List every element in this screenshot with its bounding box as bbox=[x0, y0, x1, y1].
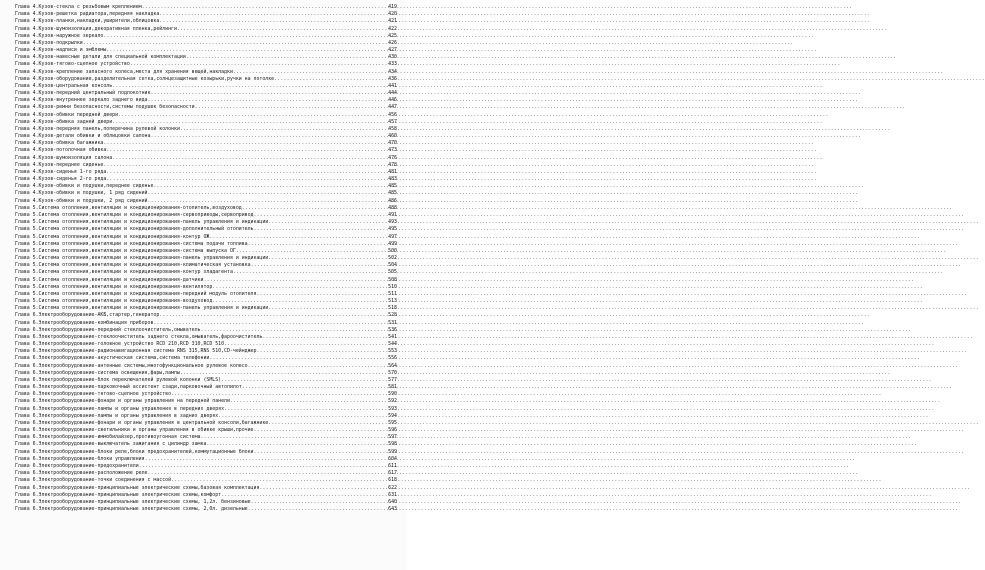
toc-entry bbox=[15, 298, 397, 305]
toc-entry-title: Глава 5.Система отопления,вентиляции и кондиционирования-панель управления и индикации bbox=[15, 305, 269, 312]
toc-entry bbox=[15, 18, 397, 25]
dot-leader bbox=[242, 205, 384, 212]
toc-entry bbox=[15, 83, 397, 90]
dot-leader bbox=[248, 506, 384, 513]
toc-entry bbox=[15, 33, 397, 40]
toc-entry-page: 581 bbox=[388, 384, 397, 391]
dot-leader bbox=[268, 255, 384, 262]
dot-leader bbox=[206, 441, 384, 448]
toc-entry-title: Глава 4.Кузов-тягово-сцепное устройство bbox=[15, 61, 130, 68]
dot-leader bbox=[254, 449, 385, 456]
dot-leader bbox=[148, 198, 385, 205]
toc-entry-title: Глава 4.Кузов-крепление запасного колеса,места для хранения вещей,накладки bbox=[15, 68, 233, 75]
toc-entry-page: 592 bbox=[388, 398, 397, 405]
toc-entry-title: Глава 6.Электрооборудование-блоки управления bbox=[15, 455, 145, 462]
toc-entry-title: Глава 6.Электрооборудование-выключатель зажигания с цилиндр замка bbox=[15, 441, 207, 448]
toc-entry-page: 536 bbox=[388, 326, 397, 333]
toc-entry bbox=[15, 40, 397, 47]
toc-entry bbox=[15, 320, 397, 327]
toc-entry-title: Глава 6.Электрооборудование-принципиальные электрические схемы, 2,0л. дизельные bbox=[15, 506, 248, 513]
dot-leader bbox=[142, 4, 384, 11]
dot-leader bbox=[218, 413, 384, 420]
toc-entry bbox=[15, 26, 397, 33]
toc-entry-page: 564 bbox=[388, 362, 397, 369]
toc-entry-title: Глава 4.Кузов-обивка задней двери bbox=[15, 118, 113, 125]
toc-entry-title: Глава 6.Электрооборудование-иммобилайзер,противоугонная система bbox=[15, 434, 201, 441]
toc-entry-page: 444 bbox=[388, 90, 397, 97]
toc-entry-page: 518 bbox=[388, 305, 397, 312]
dot-leader bbox=[224, 406, 384, 413]
toc-entry-page: 436 bbox=[388, 75, 397, 82]
toc-entry-page: 481 bbox=[388, 168, 397, 175]
toc-entry-page: 631 bbox=[388, 491, 397, 498]
dot-leader bbox=[254, 427, 385, 434]
dot-leader bbox=[106, 47, 384, 54]
toc-entry-title: Глава 6.Электрооборудование-предохранители bbox=[15, 463, 139, 469]
toc-entry-title: Глава 6.Электрооборудование-комбинация приборов bbox=[15, 319, 154, 326]
toc-entry bbox=[15, 76, 397, 83]
dot-leader bbox=[148, 470, 385, 477]
toc-entry-page: 421 bbox=[388, 18, 397, 25]
toc-entry bbox=[15, 190, 397, 197]
toc-entry-page: 528 bbox=[388, 312, 397, 319]
toc-entry-title: Глава 6.Электрооборудование-лампы и органы управления в задних дверях bbox=[15, 412, 219, 419]
toc-entry-page: 597 bbox=[388, 434, 397, 441]
toc-entry bbox=[15, 69, 397, 76]
toc-entry-page: 570 bbox=[388, 369, 397, 376]
toc-entry-title: Глава 4.Кузов-сиденья 1-го ряда bbox=[15, 168, 107, 175]
dot-leader bbox=[130, 61, 384, 68]
toc-entry-title: Глава 4.Кузов-ремни безопасности,системы подушек безопасности bbox=[15, 104, 195, 111]
toc-entry-title: Глава 4.Кузов-обивка багажника bbox=[15, 140, 104, 147]
toc-entry-title: Глава 5.Система отопления,вентиляции и кондиционирования-передний модуль отопителя bbox=[15, 290, 257, 297]
toc-entry-title: Глава 4.Кузов-шумоизоляция салона bbox=[15, 154, 113, 161]
toc-entry-page: 643 bbox=[388, 506, 397, 513]
toc-entry-page: 531 bbox=[388, 319, 397, 326]
dot-leader bbox=[112, 83, 384, 90]
toc-entry-page: 447 bbox=[388, 104, 397, 111]
toc-entry-title: Глава 6.Электрооборудование-стеклоочиститель заднего стекла,омыватель,фароочиститель bbox=[15, 333, 263, 340]
toc-entry-title: Глава 5.Система отопления,вентиляции и кондиционирования-панель управления и индикации bbox=[15, 219, 269, 226]
toc-entry-page: 599 bbox=[388, 448, 397, 455]
toc-entry-page: 473 bbox=[388, 147, 397, 154]
toc-entry-page: 427 bbox=[388, 47, 397, 54]
toc-entry bbox=[15, 456, 397, 463]
toc-entry-title: Глава 4.Кузов-наружное зеркало bbox=[15, 32, 104, 39]
toc-entry bbox=[15, 485, 397, 492]
dot-leader bbox=[248, 363, 384, 370]
dot-leader bbox=[203, 277, 384, 284]
toc-entry-page: 590 bbox=[388, 391, 397, 398]
toc-entry-title: Глава 4.Кузов-передний центральный подлокотник bbox=[15, 90, 151, 97]
toc-entry-page: 446 bbox=[388, 97, 397, 104]
toc-entry-title: Глава 4.Кузов-оборудование,разделительная сетка,солнцезащитные козырьки,ручки на потолке bbox=[15, 75, 275, 82]
toc-entry bbox=[15, 241, 397, 248]
toc-entry-title: Глава 5.Система отопления,вентиляции и кондиционирования-климатическая установка bbox=[15, 262, 251, 269]
toc-entry-title: Глава 4.Кузов-решетка радиатора,передняя накладка bbox=[15, 11, 160, 18]
toc-entry-page: 640 bbox=[388, 498, 397, 505]
dot-leader bbox=[106, 169, 384, 176]
toc-entry-page: 485 bbox=[388, 190, 397, 197]
toc-entry-title: Глава 4.Кузов-внутреннее зеркало заднего вида bbox=[15, 97, 148, 104]
dot-leader bbox=[150, 90, 384, 97]
toc-entry-title: Глава 6.Электрооборудование-передний стеклоочиститель,омыватель bbox=[15, 326, 201, 333]
dot-leader bbox=[242, 384, 384, 391]
dot-leader bbox=[233, 269, 384, 276]
toc-entry-title: Глава 4.Кузов-обивки и подушки,переднее сиденье bbox=[15, 183, 154, 190]
toc-entry bbox=[15, 112, 397, 119]
toc-entry-title: Глава 5.Система отопления,вентиляции и кондиционирования-дополнительный отопитель bbox=[15, 226, 254, 233]
dot-leader bbox=[230, 398, 384, 405]
toc-entry-page: 478 bbox=[388, 161, 397, 168]
toc-entry-title: Глава 4.Кузов-навесные детали для специальной комплектации bbox=[15, 54, 186, 61]
toc-entry-title: Глава 4.Кузов-планки,накладки,уширители,облицовка bbox=[15, 18, 160, 25]
dot-leader bbox=[150, 133, 384, 140]
toc-entry-title: Глава 5.Система отопления,вентиляции и кондиционирования-система выпуска ОГ bbox=[15, 247, 236, 254]
toc-entry bbox=[15, 506, 397, 513]
toc-entry-page: 513 bbox=[388, 298, 397, 305]
toc-entry bbox=[15, 205, 397, 212]
toc-entry-page: 622 bbox=[388, 484, 397, 491]
toc-entry-title: Глава 6.Электрооборудование-парковочный ассистент сзади,парковочный автопилот bbox=[15, 384, 242, 391]
dot-leader bbox=[159, 312, 384, 319]
toc-entry bbox=[15, 449, 397, 456]
toc-entry-page: 502 bbox=[388, 255, 397, 262]
dot-leader bbox=[251, 499, 384, 506]
toc-entry-title: Глава 4.Кузов-шумоизоляция,декоративная пленка,рейлинги bbox=[15, 25, 177, 32]
dot-leader bbox=[212, 298, 384, 305]
toc-entry-page: 511 bbox=[388, 290, 397, 297]
toc-entry-page: 456 bbox=[388, 111, 397, 118]
toc-entry-page: 441 bbox=[388, 82, 397, 89]
document-page bbox=[0, 0, 406, 570]
toc-entry-page: 434 bbox=[388, 68, 397, 75]
toc-entry-title: Глава 6.Электрооборудование-система освещения,фары,лампы bbox=[15, 369, 180, 376]
toc-entry-title: Глава 4.Кузов-переднее сиденье bbox=[15, 161, 104, 168]
toc-entry bbox=[15, 312, 397, 319]
toc-entry bbox=[15, 198, 397, 205]
toc-entry bbox=[15, 104, 397, 111]
toc-entry bbox=[15, 155, 397, 162]
toc-entry-page: 541 bbox=[388, 333, 397, 340]
toc-entry bbox=[15, 4, 397, 11]
dot-leader bbox=[112, 155, 384, 162]
toc-entry-title: Глава 6.Электрооборудование-тягово-сцепное устройство bbox=[15, 391, 172, 398]
toc-entry-page: 617 bbox=[388, 470, 397, 477]
toc-entry bbox=[15, 334, 397, 341]
toc-entry-title: Глава 6.Электрооборудование-принципиальные электрические схемы,комфорт bbox=[15, 491, 222, 498]
toc-entry-title: Глава 5.Система отопления,вентиляции и кондиционирования-панель управления и индикации bbox=[15, 255, 269, 262]
toc-entry-title: Глава 4.Кузов-обивки и подушки, 2 ряд сидений bbox=[15, 197, 148, 204]
toc-entry-page: 486 bbox=[388, 197, 397, 204]
dot-leader bbox=[248, 241, 384, 248]
toc-entry-page: 425 bbox=[388, 32, 397, 39]
dot-leader bbox=[236, 248, 384, 255]
toc-entry-title: Глава 4.Кузов-передняя панель,поперечина рулевой колонки bbox=[15, 125, 180, 132]
dot-leader bbox=[251, 262, 384, 269]
toc-entry-page: 500 bbox=[388, 247, 397, 254]
toc-entry-title: Глава 4.Кузов-обивки и подушки, 1 ряд сидений bbox=[15, 190, 148, 197]
toc-entry-title: Глава 4.Кузов-центральная консоль bbox=[15, 82, 113, 89]
toc-entry bbox=[15, 291, 397, 298]
toc-entry-page: 457 bbox=[388, 118, 397, 125]
toc-entry-page: 508 bbox=[388, 276, 397, 283]
toc-entry bbox=[15, 413, 397, 420]
table-of-contents bbox=[15, 4, 397, 513]
toc-entry bbox=[15, 212, 397, 219]
toc-entry-title: Глава 6.Электрооборудование-блок переключателей рулевой колонки (SMLS) bbox=[15, 376, 222, 383]
toc-entry-page: 595 bbox=[388, 419, 397, 426]
toc-entry-title: Глава 6.Электрооборудование-светильники и органы управления в обивке крыши,прочие bbox=[15, 427, 254, 434]
toc-entry bbox=[15, 262, 397, 269]
toc-entry-title: Глава 5.Система отопления,вентиляции и кондиционирования-система подачи топлива bbox=[15, 240, 248, 247]
dot-leader bbox=[221, 492, 384, 499]
toc-entry-page: 476 bbox=[388, 154, 397, 161]
dot-leader bbox=[201, 434, 385, 441]
toc-entry-title: Глава 6.Электрооборудование-антенные системы,многофункциональное рулевое колесо bbox=[15, 362, 248, 369]
dot-leader bbox=[153, 183, 384, 190]
toc-entry-page: 493 bbox=[388, 219, 397, 226]
toc-entry-title: Глава 4.Кузов-сиденья 2-го ряда bbox=[15, 176, 107, 183]
dot-leader bbox=[180, 370, 384, 377]
toc-entry-title: Глава 5.Система отопления,вентиляции и кондиционирования-датчики bbox=[15, 276, 204, 283]
toc-entry-page: 594 bbox=[388, 412, 397, 419]
toc-entry bbox=[15, 499, 397, 506]
toc-entry bbox=[15, 61, 397, 68]
toc-entry-page: 596 bbox=[388, 427, 397, 434]
dot-leader bbox=[103, 162, 384, 169]
toc-entry-page: 430 bbox=[388, 54, 397, 61]
dot-leader bbox=[159, 18, 384, 25]
toc-entry bbox=[15, 277, 397, 284]
toc-entry-page: 593 bbox=[388, 405, 397, 412]
toc-entry-page: 598 bbox=[388, 441, 397, 448]
toc-entry-page: 505 bbox=[388, 269, 397, 276]
dot-leader bbox=[153, 320, 384, 327]
dot-leader bbox=[103, 33, 384, 40]
toc-entry-title: Глава 5.Система отопления,вентиляции и кондиционирования-воздуховод bbox=[15, 298, 213, 305]
toc-entry bbox=[15, 248, 397, 255]
dot-leader bbox=[233, 69, 384, 76]
toc-entry-title: Глава 5.Система отопления,вентиляции и кондиционирования-вентилятор bbox=[15, 283, 213, 290]
toc-entry-title: Глава 6.Электрооборудование-фонари и органы управления на передней панели bbox=[15, 398, 230, 405]
toc-entry-title: Глава 4.Кузов-подкрылки bbox=[15, 39, 83, 46]
dot-leader bbox=[254, 212, 385, 219]
dot-leader bbox=[171, 477, 384, 484]
toc-entry bbox=[15, 284, 397, 291]
toc-entry-title: Глава 6.Электрооборудование-лампы и органы управления в передних дверях bbox=[15, 405, 225, 412]
dot-leader bbox=[274, 76, 384, 83]
dot-leader bbox=[106, 147, 384, 154]
toc-entry bbox=[15, 219, 397, 226]
toc-entry bbox=[15, 363, 397, 370]
toc-entry-title: Глава 6.Электрооборудование-точки соединения с массой bbox=[15, 477, 172, 484]
dot-leader bbox=[195, 104, 384, 111]
toc-entry bbox=[15, 147, 397, 154]
toc-entry-page: 458 bbox=[388, 125, 397, 132]
dot-leader bbox=[256, 291, 384, 298]
dot-leader bbox=[139, 463, 384, 470]
toc-entry-page: 504 bbox=[388, 262, 397, 269]
toc-entry-page: 485 bbox=[388, 183, 397, 190]
dot-leader bbox=[145, 456, 384, 463]
toc-entry-page: 426 bbox=[388, 39, 397, 46]
toc-entry bbox=[15, 90, 397, 97]
toc-entry-title: Глава 6.Электрооборудование-радионавигационная система RNS 315,RNS 510,CD-чейнджер bbox=[15, 348, 257, 355]
toc-entry-title: Глава 4.Кузов-детали обивки и облицовки салона bbox=[15, 133, 151, 140]
toc-entry bbox=[15, 255, 397, 262]
toc-entry bbox=[15, 169, 397, 176]
toc-entry-page: 470 bbox=[388, 140, 397, 147]
dot-leader bbox=[148, 190, 385, 197]
dot-leader bbox=[259, 485, 384, 492]
dot-leader bbox=[159, 11, 384, 18]
toc-entry-title: Глава 5.Система отопления,вентиляции и кондиционирования-контур хладагента bbox=[15, 269, 233, 276]
toc-entry-page: 460 bbox=[388, 133, 397, 140]
dot-leader bbox=[268, 305, 384, 312]
toc-entry bbox=[15, 492, 397, 499]
toc-entry-page: 497 bbox=[388, 233, 397, 240]
dot-leader bbox=[212, 284, 384, 291]
dot-leader bbox=[177, 26, 384, 33]
toc-entry bbox=[15, 226, 397, 233]
toc-entry bbox=[15, 162, 397, 169]
toc-entry-title: Глава 5.Система отопления,вентиляции и кондиционирования-сервоприводы,сервопривод bbox=[15, 211, 254, 218]
toc-entry-title: Глава 4.Кузов-надписи и эмблемы bbox=[15, 47, 107, 54]
toc-entry-title: Глава 6.Электрооборудование-АКБ,стартер,генератор bbox=[15, 312, 160, 319]
toc-entry-title: Глава 6.Электрооборудование-блоки реле,блоки предохранителей,коммутационные блоки bbox=[15, 448, 254, 455]
toc-entry-page: 604 bbox=[388, 455, 397, 462]
toc-entry bbox=[15, 398, 397, 405]
dot-leader bbox=[256, 348, 384, 355]
dot-leader bbox=[112, 119, 384, 126]
toc-entry bbox=[15, 370, 397, 377]
toc-entry bbox=[15, 47, 397, 54]
dot-leader bbox=[103, 140, 384, 147]
toc-entry-page: 544 bbox=[388, 341, 397, 348]
toc-entry-page: 422 bbox=[388, 25, 397, 32]
toc-entry-page: 433 bbox=[388, 61, 397, 68]
toc-entry-title: Глава 6.Электрооборудование-головное устройство RCD 210,RCD 310,RCD 510 bbox=[15, 341, 225, 348]
toc-entry-page: 491 bbox=[388, 211, 397, 218]
dot-leader bbox=[254, 226, 385, 233]
dot-leader bbox=[118, 112, 384, 119]
toc-entry-page: 618 bbox=[388, 477, 397, 484]
toc-entry-page: 483 bbox=[388, 176, 397, 183]
dot-leader bbox=[186, 54, 384, 61]
toc-entry-page: 419 bbox=[388, 4, 397, 10]
dot-leader bbox=[262, 334, 384, 341]
toc-entry-page: 577 bbox=[388, 376, 397, 383]
toc-entry-page: 488 bbox=[388, 204, 397, 211]
toc-entry bbox=[15, 327, 397, 334]
toc-entry-page: 420 bbox=[388, 11, 397, 18]
toc-entry bbox=[15, 54, 397, 61]
dot-leader bbox=[268, 420, 384, 427]
dot-leader bbox=[83, 40, 384, 47]
toc-entry-page: 553 bbox=[388, 348, 397, 355]
toc-entry-page: 611 bbox=[388, 463, 397, 469]
toc-entry-title: Глава 6.Электрооборудование-принципиальные электрические схемы,базовая комплектация bbox=[15, 484, 260, 491]
toc-entry-title: Глава 6.Электрооборудование-фонари и органы управления в центральной консоли,багажнике bbox=[15, 419, 269, 426]
toc-entry bbox=[15, 119, 397, 126]
toc-entry bbox=[15, 269, 397, 276]
toc-entry-page: 556 bbox=[388, 355, 397, 362]
toc-entry bbox=[15, 477, 397, 484]
toc-entry-page: 510 bbox=[388, 283, 397, 290]
toc-entry-title: Глава 6.Электрооборудование-принципиальные электрические схемы, 1,2л. бензиновые bbox=[15, 498, 251, 505]
dot-leader bbox=[180, 126, 384, 133]
toc-entry-title: Глава 4.Кузов-обивки передней двери bbox=[15, 111, 119, 118]
toc-entry-title: Глава 5.Система отопления,вентиляции и кондиционирования-контур ОЖ bbox=[15, 233, 210, 240]
toc-entry bbox=[15, 355, 397, 362]
toc-entry-page: 495 bbox=[388, 226, 397, 233]
toc-entry bbox=[15, 234, 397, 241]
toc-entry-title: Глава 4.Кузов-потолочная обивка bbox=[15, 147, 107, 154]
toc-entry bbox=[15, 406, 397, 413]
toc-entry-title: Глава 6.Электрооборудование-акустическая система,система телефонии bbox=[15, 355, 210, 362]
dot-leader bbox=[221, 377, 384, 384]
toc-entry bbox=[15, 441, 397, 448]
toc-entry-title: Глава 4.Кузов-стекла с резьбовым креплением bbox=[15, 4, 142, 10]
toc-entry-page: 499 bbox=[388, 240, 397, 247]
dot-leader bbox=[209, 355, 384, 362]
dot-leader bbox=[201, 327, 385, 334]
dot-leader bbox=[209, 234, 384, 241]
dot-leader bbox=[268, 219, 384, 226]
toc-entry-title: Глава 6.Электрооборудование-расположение реле bbox=[15, 470, 148, 477]
toc-entry-title: Глава 5.Система отопления,вентиляции и кондиционирования-отопитель,воздуховод bbox=[15, 204, 242, 211]
